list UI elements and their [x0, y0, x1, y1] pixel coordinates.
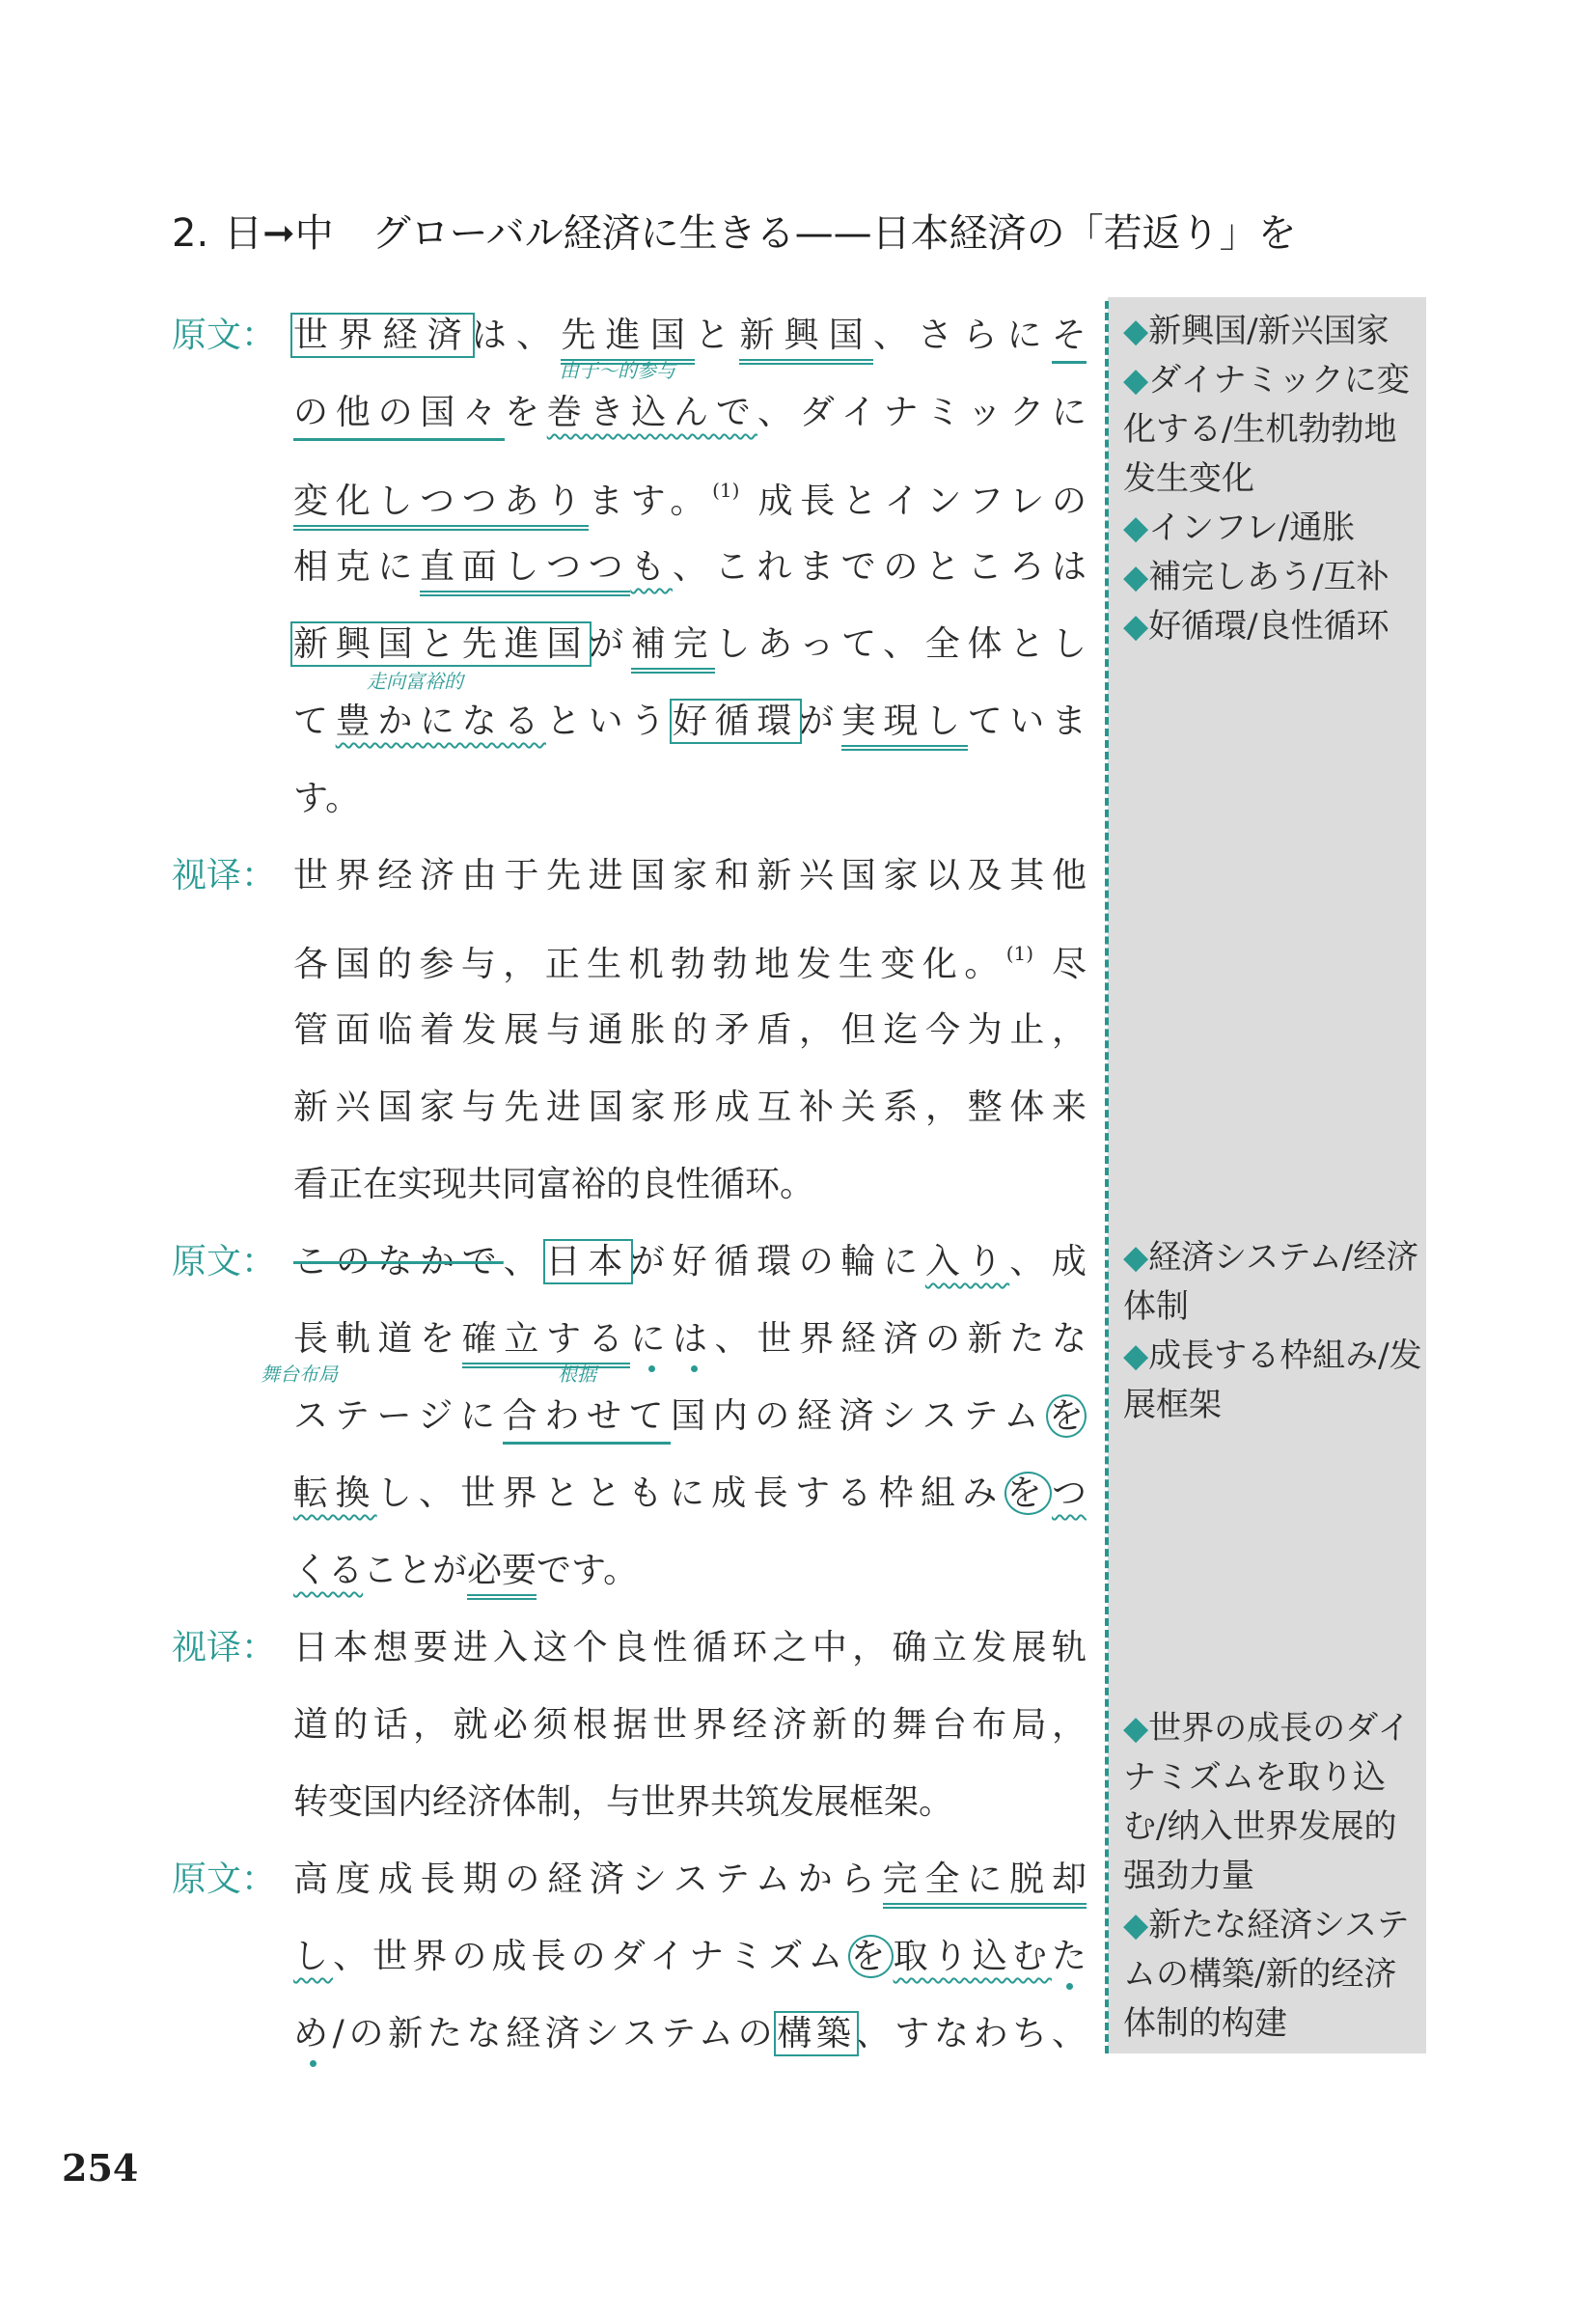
emphasis-dot: た: [1051, 1937, 1087, 1976]
text-run: です。: [537, 1551, 639, 1590]
text-run: を: [504, 393, 547, 432]
label-original-2: 原文：: [172, 1242, 277, 1281]
section-number: 2.: [172, 211, 209, 256]
circled-particle: を: [848, 1935, 894, 1978]
handwritten-note: 根据: [558, 1363, 596, 1386]
passage3-line3: [293, 1996, 1087, 2073]
diamond-bullet-icon: ◆: [1123, 312, 1149, 350]
double-underline: 必要: [467, 1551, 537, 1600]
text-run: は、: [471, 316, 562, 355]
boxed-term: 構築: [777, 2014, 856, 2053]
text-run: 、これまでのところは: [673, 547, 1087, 587]
text-run: 、成: [1009, 1242, 1087, 1281]
wavy-underline: つ: [1051, 1474, 1087, 1513]
text-run: 、ダイナミックに: [757, 393, 1087, 432]
wavy-underline: 巻き込んで: [546, 393, 757, 432]
passage1-line7: す。: [293, 779, 361, 818]
translation-direction: 日➞中: [224, 211, 334, 256]
text-run: し、世界とともに成長する枠組み: [376, 1474, 1004, 1513]
section-title: グローバル経済に生きる——日本経済の「若返り」を: [371, 211, 1297, 256]
passage2-line4: [293, 1455, 1087, 1532]
passage2-line1: [293, 1224, 1087, 1301]
footnote-marker: (1): [712, 479, 740, 502]
wavy-underline: も: [630, 547, 673, 587]
text-run: 尽: [1033, 945, 1087, 984]
translation1-line5: 看正在实现共同富裕的良性循环。: [293, 1165, 815, 1204]
double-underline: 直面しつつ: [420, 547, 630, 596]
text-run: ステージに: [293, 1396, 503, 1436]
text-run: という: [545, 702, 673, 741]
vocab-block-1: [1123, 307, 1422, 651]
vocab-block-2: [1123, 1233, 1422, 1430]
text-run: ていま: [967, 702, 1087, 741]
translation1-line4: 新兴国家与先进国家形成互补关系，整体来: [293, 1088, 1087, 1127]
text-run: て: [293, 702, 336, 741]
double-underline: 新興国: [739, 316, 873, 365]
vocab-item: ◆経済システム/经济体制: [1123, 1238, 1419, 1326]
diamond-bullet-icon: ◆: [1123, 361, 1149, 399]
vocab-item: ◆補完しあう/互补: [1123, 558, 1390, 596]
passage2-line5: [293, 1532, 1087, 1610]
text-run: しあって、全体とし: [715, 624, 1087, 664]
vocab-item: ◆好循環/良性循环: [1123, 607, 1390, 646]
emphasis-dot: は: [672, 1319, 715, 1359]
section-heading: [172, 205, 1297, 262]
label-translation-1: 视译：: [172, 856, 277, 895]
text-run: が: [589, 624, 631, 664]
wavy-underline: 転換: [293, 1474, 377, 1513]
handwritten-note: 走向富裕的: [367, 670, 463, 693]
diamond-bullet-icon: ◆: [1123, 1906, 1149, 1944]
text-run: が好循環の輪に: [629, 1242, 925, 1281]
text-run: ます。: [588, 482, 713, 521]
text-run: 各国的参与，正生机勃勃地发生变化。: [293, 945, 1006, 984]
text-run: 国内の経済システム: [671, 1396, 1046, 1436]
vocab-item: ◆成長する枠組み/发展框架: [1123, 1336, 1422, 1424]
text-run: 、さらに: [873, 316, 1052, 355]
underline: 合わせて: [503, 1396, 671, 1445]
diamond-bullet-icon: ◆: [1123, 558, 1149, 596]
passage3-line1: [293, 1841, 1087, 1918]
translation2-line3: 转变国内经济体制，与世界共筑发展框架。: [293, 1782, 954, 1822]
passage1-line4: [293, 529, 1087, 606]
handwritten-note: 舞台布局: [261, 1363, 338, 1386]
boxed-term: 世界経済: [293, 316, 472, 355]
boxed-term: 新興国と先進国: [293, 624, 590, 664]
text-run: 、: [503, 1242, 546, 1281]
page-number: 254: [62, 2146, 139, 2190]
diamond-bullet-icon: ◆: [1123, 1709, 1149, 1748]
text-run: 成長とインフレの: [739, 482, 1087, 521]
text-run: /の新たな経済システムの: [332, 2014, 778, 2053]
handwritten-note: 由于〜的参与: [560, 359, 675, 382]
passage1-line3: [293, 452, 1087, 540]
translation1-line1: 世界经济由于先进国家和新兴国家以及其他: [293, 856, 1087, 895]
dashed-divider: [1105, 301, 1109, 2053]
translation1-line3: 管面临着发展与通胀的矛盾，但迄今为止，: [293, 1010, 1087, 1050]
double-underline: 確立する: [462, 1319, 631, 1368]
emphasis-dot: め: [293, 2014, 333, 2053]
passage1-line1: [293, 297, 1087, 374]
wavy-underline: くる: [293, 1551, 364, 1590]
vocab-item: ◆新たな経済システムの構築/新的经济体制的构建: [1123, 1906, 1410, 2043]
text-run: が: [798, 702, 841, 741]
double-underline: 先進国: [561, 316, 695, 365]
struck-text: このなかで: [293, 1242, 504, 1281]
diamond-bullet-icon: ◆: [1123, 607, 1149, 646]
passage1-line6: [293, 683, 1087, 760]
double-underline: 補完: [631, 624, 715, 674]
text-run: 、世界の成長のダイナミズム: [333, 1937, 848, 1976]
vocab-item: ◆世界の成長のダイナミズムを取り込む/纳入世界发展的强劲力量: [1123, 1709, 1411, 1895]
translation1-line2: [293, 915, 1087, 1004]
underline: の他の国々: [293, 393, 505, 441]
diamond-bullet-icon: ◆: [1123, 1238, 1149, 1277]
boxed-term: 好循環: [672, 702, 799, 741]
vocab-block-3: [1123, 1704, 1422, 2049]
translation2-line2: 道的话，就必须根据世界经济新的舞台布局，: [293, 1705, 1087, 1745]
wavy-underline: 入り: [924, 1242, 1010, 1281]
text-run: 、すなわち、: [855, 2014, 1087, 2053]
text-run: 相克に: [293, 547, 420, 587]
passage2-line3: [293, 1378, 1087, 1455]
wavy-underline: し: [293, 1937, 334, 1976]
double-underline: 完全に脱却: [883, 1859, 1087, 1909]
vocab-item: ◆新興国/新兴国家: [1123, 312, 1390, 350]
passage3-line2: [293, 1918, 1087, 1996]
translation2-line1: 日本想要进入这个良性循环之中，确立发展轨: [293, 1628, 1087, 1667]
passage2-line2: [293, 1301, 1087, 1378]
text-run: 、世界経済の新たな: [714, 1319, 1087, 1359]
double-underline: 変化しつつあり: [293, 482, 589, 531]
diamond-bullet-icon: ◆: [1123, 509, 1149, 547]
wavy-underline: 取り込む: [893, 1937, 1052, 1976]
text-run: 長軌道を: [293, 1319, 462, 1359]
underline: そ: [1052, 316, 1087, 364]
double-underline: 実現し: [841, 702, 968, 751]
wavy-underline: 豊かになる: [335, 702, 546, 741]
passage1-line2: [293, 374, 1087, 452]
label-original-1: 原文：: [172, 316, 277, 355]
circled-particle: を: [1046, 1394, 1087, 1438]
text-run: ことが: [363, 1551, 468, 1590]
circled-particle: を: [1004, 1472, 1052, 1515]
label-translation-2: 视译：: [172, 1628, 277, 1667]
diamond-bullet-icon: ◆: [1123, 1336, 1149, 1375]
boxed-term: 日本: [545, 1242, 630, 1281]
emphasis-dot: に: [630, 1319, 673, 1359]
text-run: と: [695, 316, 740, 355]
footnote-marker: (1): [1005, 942, 1034, 965]
label-original-3: 原文：: [172, 1859, 277, 1899]
vocab-item: ◆ダイナミックに変化する/生机勃勃地发生变化: [1123, 361, 1410, 498]
text-run: 高度成長期の経済システムから: [293, 1859, 883, 1899]
vocab-item: ◆インフレ/通胀: [1123, 509, 1356, 547]
